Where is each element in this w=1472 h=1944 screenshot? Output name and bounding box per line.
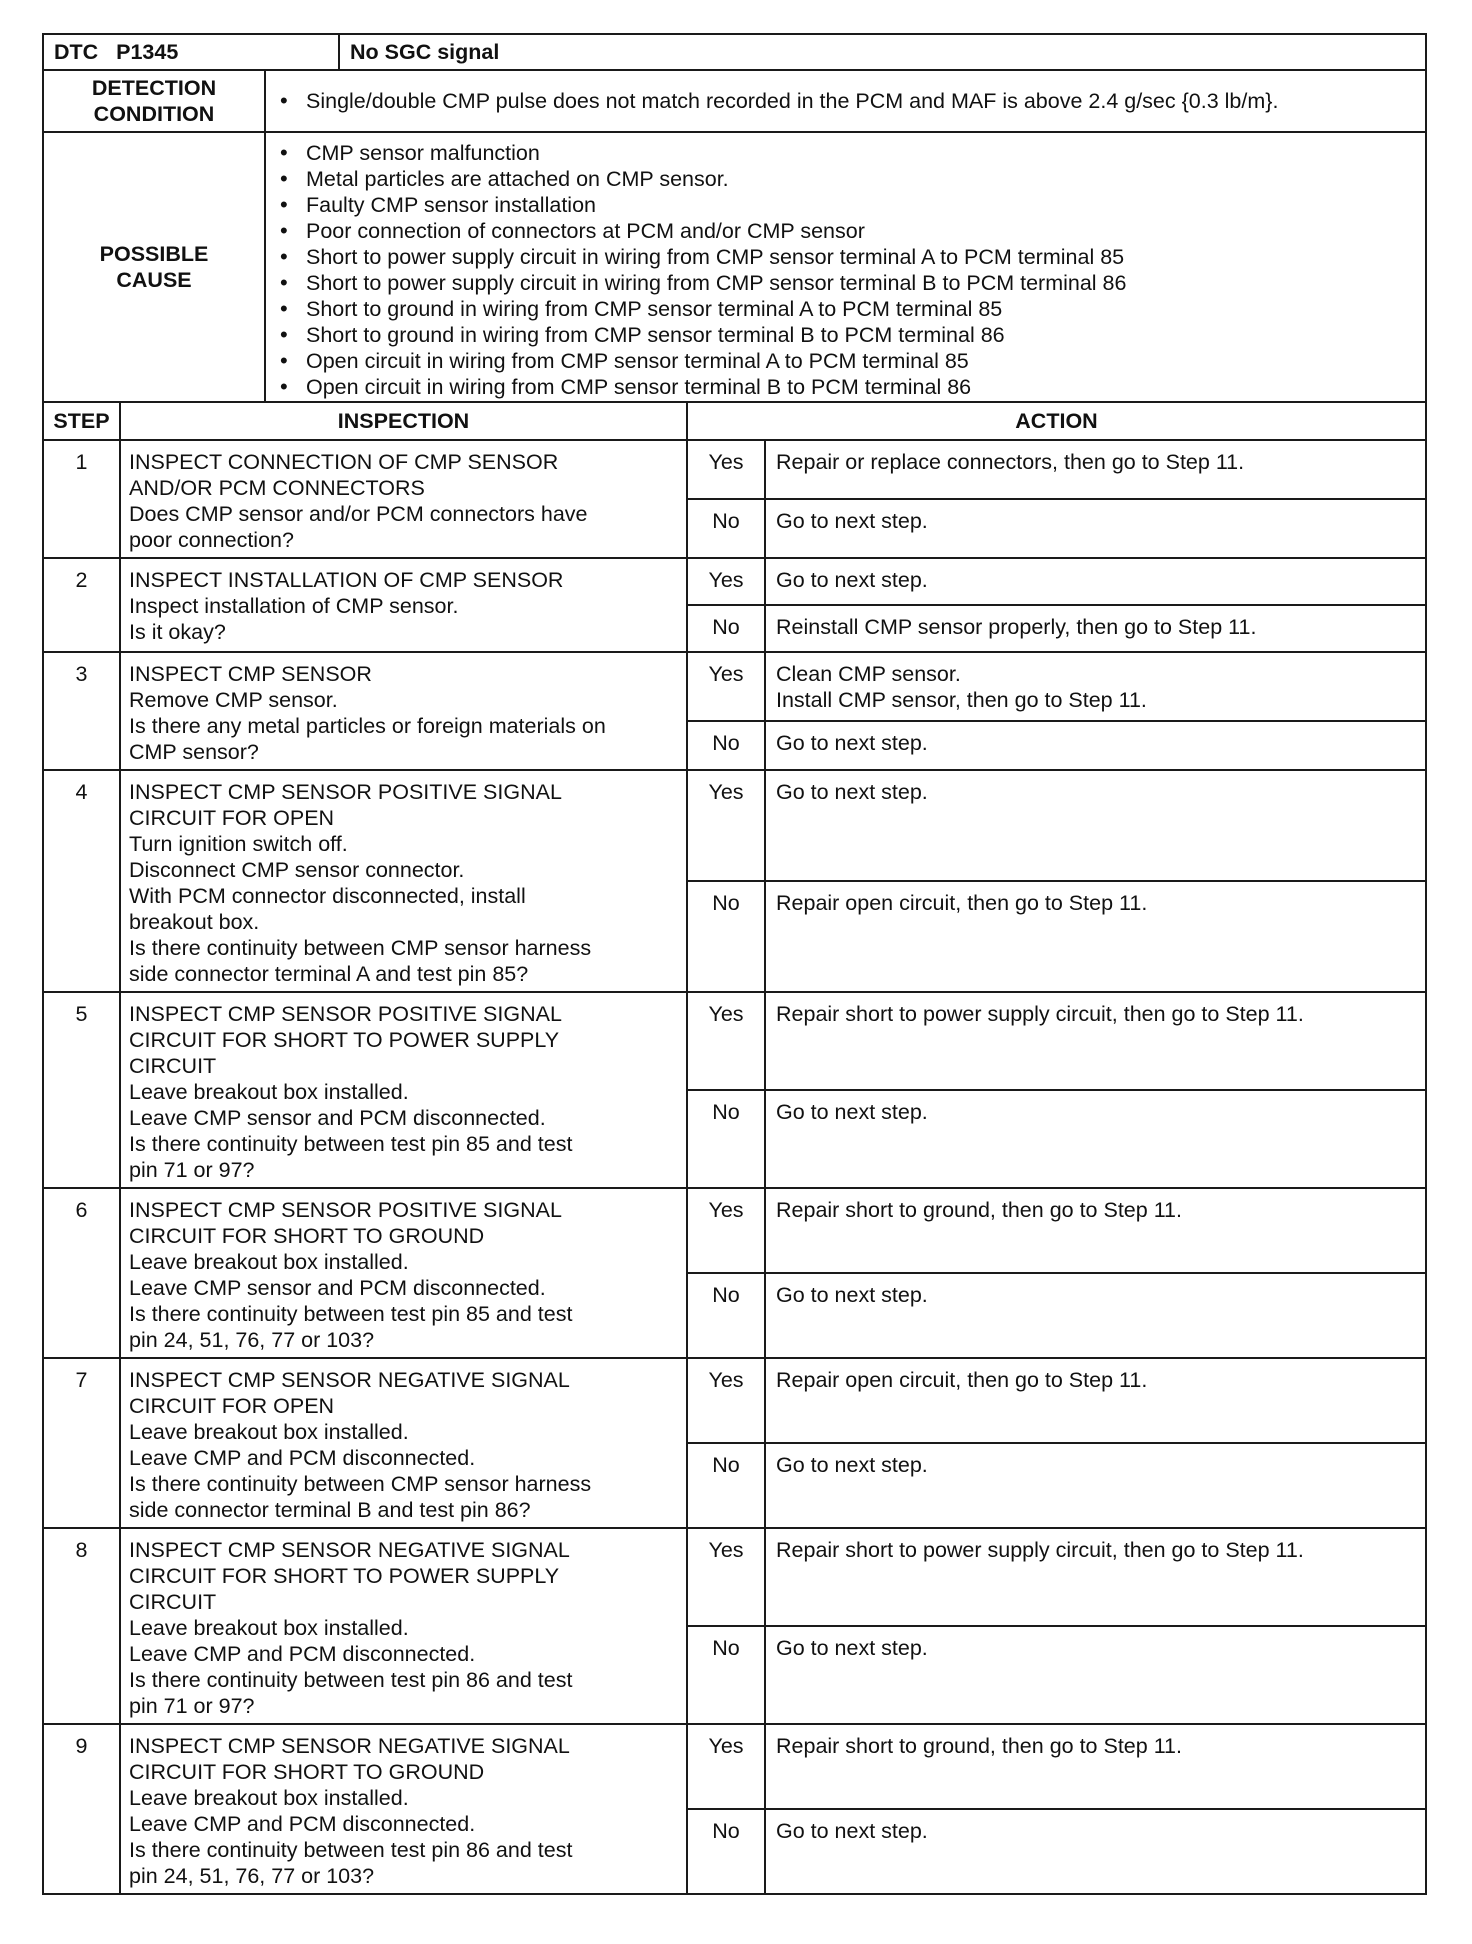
possible-cause-item: • CMP sensor malfunction <box>280 140 1415 166</box>
yes-action <box>765 1188 1426 1273</box>
possible-cause-item: • Metal particles are attached on CMP sensor. <box>280 166 1415 192</box>
yes-label: Yes <box>687 1358 765 1443</box>
step-row <box>43 558 1426 605</box>
yes-label: Yes <box>687 652 765 721</box>
detection-condition-item: • Single/double CMP pulse does not match recorded in the PCM and MAF is above 2.4 g/sec {0.3 lb/m}. <box>280 88 1415 114</box>
no-action <box>765 721 1426 770</box>
no-action <box>765 1090 1426 1188</box>
possible-cause-item: • Short to ground in wiring from CMP sensor terminal B to PCM terminal 86 <box>280 322 1415 348</box>
action-column-header: ACTION <box>687 402 1426 440</box>
inspection-line: Is it okay? <box>129 620 226 644</box>
yes-action <box>765 1528 1426 1626</box>
no-label: No <box>687 881 765 992</box>
yes-label: Yes <box>687 770 765 881</box>
no-label: No <box>687 499 765 558</box>
step-table-header <box>43 402 1426 440</box>
inspection-line: Leave CMP sensor and PCM disconnected. <box>129 1276 546 1300</box>
step-inspection <box>120 992 687 1188</box>
dtc-code-cell <box>43 34 339 70</box>
action-line: Reinstall CMP sensor properly, then go to Step 11. <box>776 615 1257 639</box>
step-table-body <box>43 440 1426 1894</box>
step-inspection <box>120 1724 687 1894</box>
no-action <box>765 1443 1426 1528</box>
inspection-line: Is there continuity between test pin 86 and test <box>129 1668 573 1692</box>
action-line: Go to next step. <box>776 568 928 592</box>
inspection-line: Leave breakout box installed. <box>129 1420 409 1444</box>
diagnostic-sheet <box>42 33 1427 1895</box>
inspection-line: breakout box. <box>129 910 260 934</box>
no-action <box>765 1626 1426 1724</box>
no-label: No <box>687 1626 765 1724</box>
inspection-line: Disconnect CMP sensor connector. <box>129 858 465 882</box>
step-number: 8 <box>43 1528 120 1724</box>
step-row <box>43 1528 1426 1626</box>
inspection-line: Remove CMP sensor. <box>129 688 338 712</box>
no-label: No <box>687 721 765 770</box>
inspection-line: Is there continuity between CMP sensor harness <box>129 1472 592 1496</box>
inspection-line: INSPECT INSTALLATION OF CMP SENSOR <box>129 568 564 592</box>
inspection-line: Leave breakout box installed. <box>129 1250 409 1274</box>
inspection-line: Leave breakout box installed. <box>129 1616 409 1640</box>
step-number: 4 <box>43 770 120 992</box>
step-inspection <box>120 1528 687 1724</box>
step-row <box>43 770 1426 881</box>
inspection-line: Is there continuity between test pin 85 and test <box>129 1302 573 1326</box>
no-action <box>765 605 1426 652</box>
no-label: No <box>687 605 765 652</box>
inspection-line: pin 71 or 97? <box>129 1158 255 1182</box>
inspection-line: Does CMP sensor and/or PCM connectors have <box>129 502 588 526</box>
detection-condition-row <box>43 70 1426 132</box>
possible-cause-label <box>43 132 265 402</box>
inspection-line: Leave breakout box installed. <box>129 1080 409 1104</box>
action-line: Install CMP sensor, then go to Step 11. <box>776 688 1147 712</box>
yes-action <box>765 652 1426 721</box>
condition-table <box>42 69 1427 403</box>
action-line: Go to next step. <box>776 780 928 804</box>
detection-label-line1: DETECTION <box>91 76 217 100</box>
inspection-line: Leave breakout box installed. <box>129 1786 409 1810</box>
step-number: 3 <box>43 652 120 770</box>
possible-cause-row <box>43 132 1426 402</box>
inspection-line: CIRCUIT FOR SHORT TO POWER SUPPLY <box>129 1028 560 1052</box>
inspection-line: poor connection? <box>129 528 294 552</box>
action-line: Go to next step. <box>776 509 928 533</box>
no-action <box>765 1809 1426 1894</box>
step-row <box>43 440 1426 499</box>
inspection-line: CIRCUIT <box>129 1054 217 1078</box>
inspection-line: INSPECT CMP SENSOR NEGATIVE SIGNAL <box>129 1734 570 1758</box>
possible-cause-item: • Poor connection of connectors at PCM and/or CMP sensor <box>280 218 1415 244</box>
inspection-line: CIRCUIT FOR SHORT TO GROUND <box>129 1224 485 1248</box>
action-line: Go to next step. <box>776 1636 928 1660</box>
action-line: Go to next step. <box>776 730 928 755</box>
yes-label: Yes <box>687 1528 765 1626</box>
action-line: Repair short to power supply circuit, then go to Step 11. <box>776 1002 1304 1026</box>
inspection-line: side connector terminal A and test pin 85? <box>129 962 529 986</box>
yes-label: Yes <box>687 558 765 605</box>
step-number: 6 <box>43 1188 120 1358</box>
inspection-line: side connector terminal B and test pin 86? <box>129 1498 531 1522</box>
action-line: Go to next step. <box>776 1283 928 1307</box>
action-line: Repair short to ground, then go to Step 11. <box>776 1734 1182 1758</box>
inspection-line: With PCM connector disconnected, install <box>129 884 526 908</box>
step-number: 7 <box>43 1358 120 1528</box>
yes-action <box>765 1724 1426 1809</box>
action-line: Go to next step. <box>776 1453 928 1477</box>
possible-cause-item: • Short to power supply circuit in wiring from CMP sensor terminal B to PCM terminal 86 <box>280 270 1415 296</box>
possible-cause-item: • Short to power supply circuit in wiring from CMP sensor terminal A to PCM terminal 85 <box>280 244 1415 270</box>
possible-cause-list <box>266 133 1425 401</box>
inspection-line: Leave CMP and PCM disconnected. <box>129 1446 476 1470</box>
action-line: Repair or replace connectors, then go to Step 11. <box>776 450 1245 474</box>
possible-cause-item: • Open circuit in wiring from CMP sensor terminal A to PCM terminal 85 <box>280 348 1415 374</box>
action-line: Go to next step. <box>776 1100 928 1124</box>
inspection-line: Is there continuity between test pin 85 and test <box>129 1132 573 1156</box>
yes-label: Yes <box>687 440 765 499</box>
inspection-line: INSPECT CONNECTION OF CMP SENSOR <box>129 450 559 474</box>
step-row <box>43 1358 1426 1443</box>
step-number: 2 <box>43 558 120 652</box>
inspection-line: pin 71 or 97? <box>129 1694 255 1718</box>
step-inspection <box>120 1188 687 1358</box>
dtc-header-table <box>42 33 1427 71</box>
detection-condition-content <box>265 70 1426 132</box>
action-line: Go to next step. <box>776 1819 928 1843</box>
possible-cause-content <box>265 132 1426 402</box>
step-inspection <box>120 558 687 652</box>
step-inspection <box>120 770 687 992</box>
inspection-line: CIRCUIT FOR SHORT TO POWER SUPPLY <box>129 1564 560 1588</box>
inspection-line: INSPECT CMP SENSOR POSITIVE SIGNAL <box>129 780 562 804</box>
detection-label-line2: CONDITION <box>93 102 215 126</box>
yes-label: Yes <box>687 1188 765 1273</box>
action-line: Repair open circuit, then go to Step 11. <box>776 891 1148 915</box>
no-label: No <box>687 1443 765 1528</box>
dtc-code: P1345 <box>116 40 179 64</box>
no-action <box>765 881 1426 992</box>
inspection-line: Leave CMP sensor and PCM disconnected. <box>129 1106 546 1130</box>
no-label: No <box>687 1090 765 1188</box>
inspection-line: Is there any metal particles or foreign materials on <box>129 714 606 738</box>
yes-label: Yes <box>687 992 765 1090</box>
possible-cause-item: • Short to ground in wiring from CMP sensor terminal A to PCM terminal 85 <box>280 296 1415 322</box>
step-inspection <box>120 1358 687 1528</box>
step-inspection <box>120 652 687 770</box>
inspection-line: Is there continuity between test pin 86 and test <box>129 1838 573 1862</box>
dtc-header-row <box>43 34 1426 70</box>
possible-cause-item: • Faulty CMP sensor installation <box>280 192 1415 218</box>
action-line: Repair short to power supply circuit, then go to Step 11. <box>776 1538 1304 1562</box>
yes-action <box>765 440 1426 499</box>
possible-cause-item: • Open circuit in wiring from CMP sensor terminal B to PCM terminal 86 <box>280 374 1415 400</box>
inspection-line: pin 24, 51, 76, 77 or 103? <box>129 1328 375 1352</box>
no-label: No <box>687 1273 765 1358</box>
step-row <box>43 1724 1426 1809</box>
inspection-line: INSPECT CMP SENSOR <box>129 662 372 686</box>
no-action <box>765 1273 1426 1358</box>
inspection-line: CMP sensor? <box>129 740 259 764</box>
dtc-title: No SGC signal <box>339 34 1426 70</box>
yes-action <box>765 770 1426 881</box>
yes-label: Yes <box>687 1724 765 1809</box>
step-row <box>43 652 1426 721</box>
step-row <box>43 1188 1426 1273</box>
inspection-line: AND/OR PCM CONNECTORS <box>129 476 425 500</box>
step-table <box>42 401 1427 1895</box>
detection-condition-label <box>43 70 265 132</box>
step-column-header: STEP <box>43 402 120 440</box>
inspection-line: Inspect installation of CMP sensor. <box>129 594 459 618</box>
step-number: 1 <box>43 440 120 558</box>
possible-cause-label-line2: CAUSE <box>116 268 192 292</box>
step-number: 9 <box>43 1724 120 1894</box>
action-line: Clean CMP sensor. <box>776 662 961 686</box>
step-number: 5 <box>43 992 120 1188</box>
yes-action <box>765 558 1426 605</box>
dtc-code-label: DTC <box>54 40 99 64</box>
inspection-line: CIRCUIT FOR OPEN <box>129 806 335 830</box>
inspection-line: Leave CMP and PCM disconnected. <box>129 1642 476 1666</box>
inspection-line: CIRCUIT <box>129 1590 217 1614</box>
inspection-line: INSPECT CMP SENSOR POSITIVE SIGNAL <box>129 1002 562 1026</box>
detection-condition-list <box>266 84 1425 118</box>
no-label: No <box>687 1809 765 1894</box>
inspection-line: CIRCUIT FOR SHORT TO GROUND <box>129 1760 485 1784</box>
inspection-line: INSPECT CMP SENSOR POSITIVE SIGNAL <box>129 1198 562 1222</box>
yes-action <box>765 992 1426 1090</box>
inspection-column-header: INSPECTION <box>120 402 687 440</box>
no-action <box>765 499 1426 558</box>
inspection-line: Leave CMP and PCM disconnected. <box>129 1812 476 1836</box>
step-inspection <box>120 440 687 558</box>
inspection-line: CIRCUIT FOR OPEN <box>129 1394 335 1418</box>
inspection-line: pin 24, 51, 76, 77 or 103? <box>129 1864 375 1888</box>
yes-action <box>765 1358 1426 1443</box>
inspection-line: INSPECT CMP SENSOR NEGATIVE SIGNAL <box>129 1538 570 1562</box>
inspection-line: INSPECT CMP SENSOR NEGATIVE SIGNAL <box>129 1368 570 1392</box>
inspection-line: Is there continuity between CMP sensor harness <box>129 936 592 960</box>
step-row <box>43 992 1426 1090</box>
action-line: Repair short to ground, then go to Step 11. <box>776 1198 1182 1222</box>
action-line: Repair open circuit, then go to Step 11. <box>776 1368 1148 1392</box>
inspection-line: Turn ignition switch off. <box>129 832 348 856</box>
possible-cause-label-line1: POSSIBLE <box>99 242 209 266</box>
